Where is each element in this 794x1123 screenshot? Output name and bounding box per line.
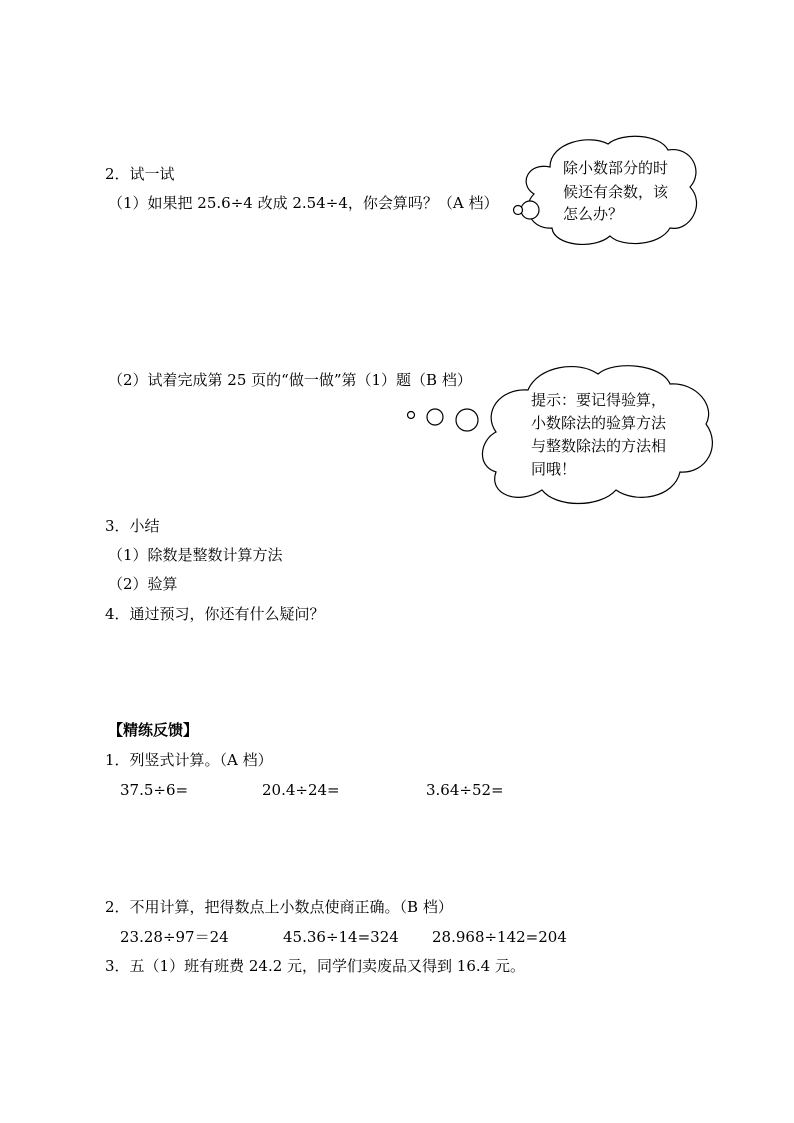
expr-2-2: 45.36÷14=324	[283, 928, 399, 946]
questions-prompt: 4．通过预习，你还有什么疑问？	[105, 605, 325, 623]
summary-item-1: （1）除数是整数计算方法	[108, 546, 283, 564]
bubble-1-line-3: 怎么办？	[563, 205, 624, 223]
try-question-2: （2）试着完成第 25 页的“做一做”第（1）题（B 档）	[108, 371, 472, 389]
bubble-2-line-1: 提示：要记得验算，	[531, 391, 667, 409]
bubble-1-line-2: 候还有余数，该	[563, 183, 669, 201]
expr-2-1: 23.28÷97＝24	[120, 928, 229, 946]
summary-item-2: （2）验算	[108, 575, 178, 593]
practice-question-2: 2．不用计算，把得数点上小数点使商正确。（B 档）	[105, 898, 453, 916]
expr-1-1: 37.5÷6=	[120, 781, 189, 799]
bubble-2-line-4: 同哦！	[531, 460, 577, 478]
bubble-2-line-2: 小数除法的验算方法	[531, 414, 667, 432]
try-heading: 2．试一试	[105, 165, 175, 183]
bubble-1-line-1: 除小数部分的时	[563, 159, 669, 177]
try-question-1: （1）如果把 25.6÷4 改成 2.54÷4，你会算吗？（A 档）	[108, 194, 499, 212]
expr-1-2: 20.4÷24=	[262, 781, 340, 799]
practice-question-1: 1．列竖式计算。（A 档）	[105, 751, 273, 769]
expr-2-3: 28.968÷142=204	[432, 928, 567, 946]
bubble-2-line-3: 与整数除法的方法相	[531, 437, 667, 455]
expr-1-3: 3.64÷52=	[426, 781, 504, 799]
practice-title: 【精练反馈】	[108, 721, 199, 739]
summary-heading: 3．小结	[105, 517, 160, 535]
practice-question-3: 3．五（1）班有班费 24.2 元，同学们卖废品又得到 16.4 元。	[105, 957, 525, 975]
